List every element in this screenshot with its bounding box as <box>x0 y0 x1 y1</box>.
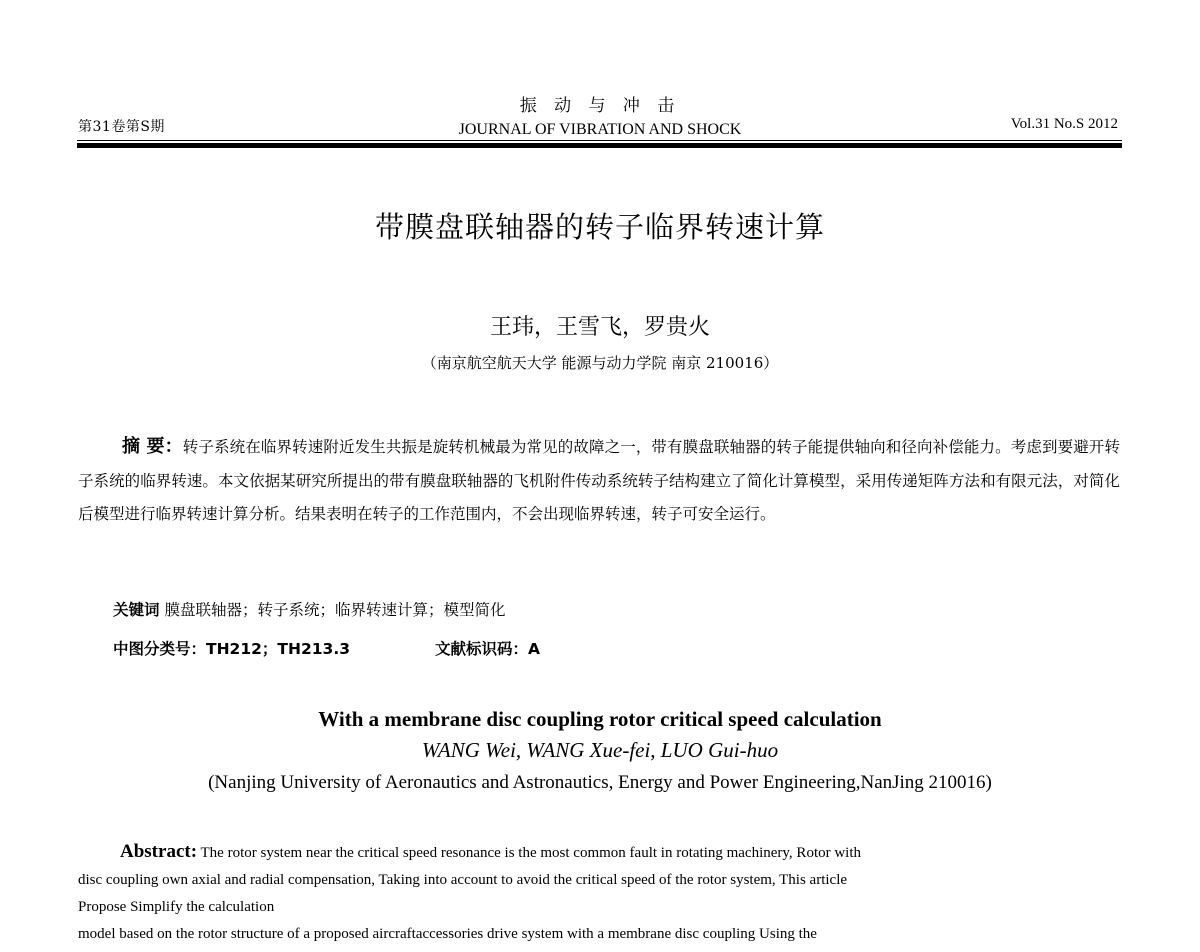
document-code <box>435 637 540 659</box>
keywords-text: 膜盘联轴器；转子系统；临界转速计算；模型简化 <box>164 601 506 619</box>
document-code-label: 文献标识码： <box>435 640 529 658</box>
header-rule-thin <box>77 140 1122 141</box>
abstract-en-line-4: model based on the rotor structure of a proposed aircraftaccessories drive system with a membrane disc coupling Using the <box>78 926 817 942</box>
abstract-cn <box>78 430 1120 532</box>
paper-title-cn: 带膜盘联轴器的转子临界转速计算 <box>374 210 825 244</box>
authors-cn: 王玮，王雪飞，罗贵火 <box>489 315 710 340</box>
authors-en: WANG Wei, WANG Xue-fei, LUO Gui-huo <box>421 738 779 762</box>
volume-issue-cn: 第31卷第S期 <box>78 119 165 135</box>
abstract-cn-text: 转子系统在临界转速附近发生共振是旋转机械最为常见的故障之一，带有膜盘联轴器的转子能提供轴向和径向补偿能力。考虑到要避开转子系统的临界转速。本文依据某研究所提出的带有膜盘联轴器的飞机附件传动系统转子结构建立了简化计算模型，采用传递矩阵方法和有限元法，对简化后模型进行临界转速计算分析。结果表明在转子的工作范围内，不会出现临界转速，转子可安全运行。 <box>78 438 1120 523</box>
abstract-en-label: Abstract: <box>120 841 198 862</box>
classification-label: 中图分类号： <box>113 640 207 658</box>
keywords-line <box>113 598 505 620</box>
affiliation-cn: （南京航空航天大学 能源与动力学院 南京 210016） <box>421 354 779 372</box>
header-rule-thick <box>77 143 1122 148</box>
journal-name-en: JOURNAL OF VIBRATION AND SHOCK <box>458 121 742 138</box>
paper-title-en: With a membrane disc coupling rotor critical speed calculation <box>318 707 882 731</box>
abstract-en-line-2: disc coupling own axial and radial compensation, Taking into account to avoid the critical speed of the rotor system, This article <box>78 872 848 888</box>
abstract-en-line-1 <box>78 838 1120 867</box>
abstract-en-line-3: Propose Simplify the calculation <box>78 899 275 915</box>
classification-code: TH212；TH213.3 <box>206 640 350 658</box>
abstract-en <box>78 838 1120 948</box>
abstract-cn-label: 摘 要： <box>122 436 183 457</box>
affiliation-en: (Nanjing University of Aeronautics and Astronautics, Energy and Power Engineering,NanJing 210016) <box>208 772 992 793</box>
abstract-en-line-1-text: The rotor system near the critical speed resonance is the most common fault in rotating machinery, Rotor with <box>200 845 862 861</box>
volume-issue-en: Vol.31 No.S 2012 <box>1010 116 1118 132</box>
journal-name-cn: 振 动 与 冲 击 <box>519 96 681 116</box>
classification-line <box>113 637 541 659</box>
document-code-value: A <box>528 640 541 658</box>
keywords-label: 关键词 <box>113 601 160 619</box>
